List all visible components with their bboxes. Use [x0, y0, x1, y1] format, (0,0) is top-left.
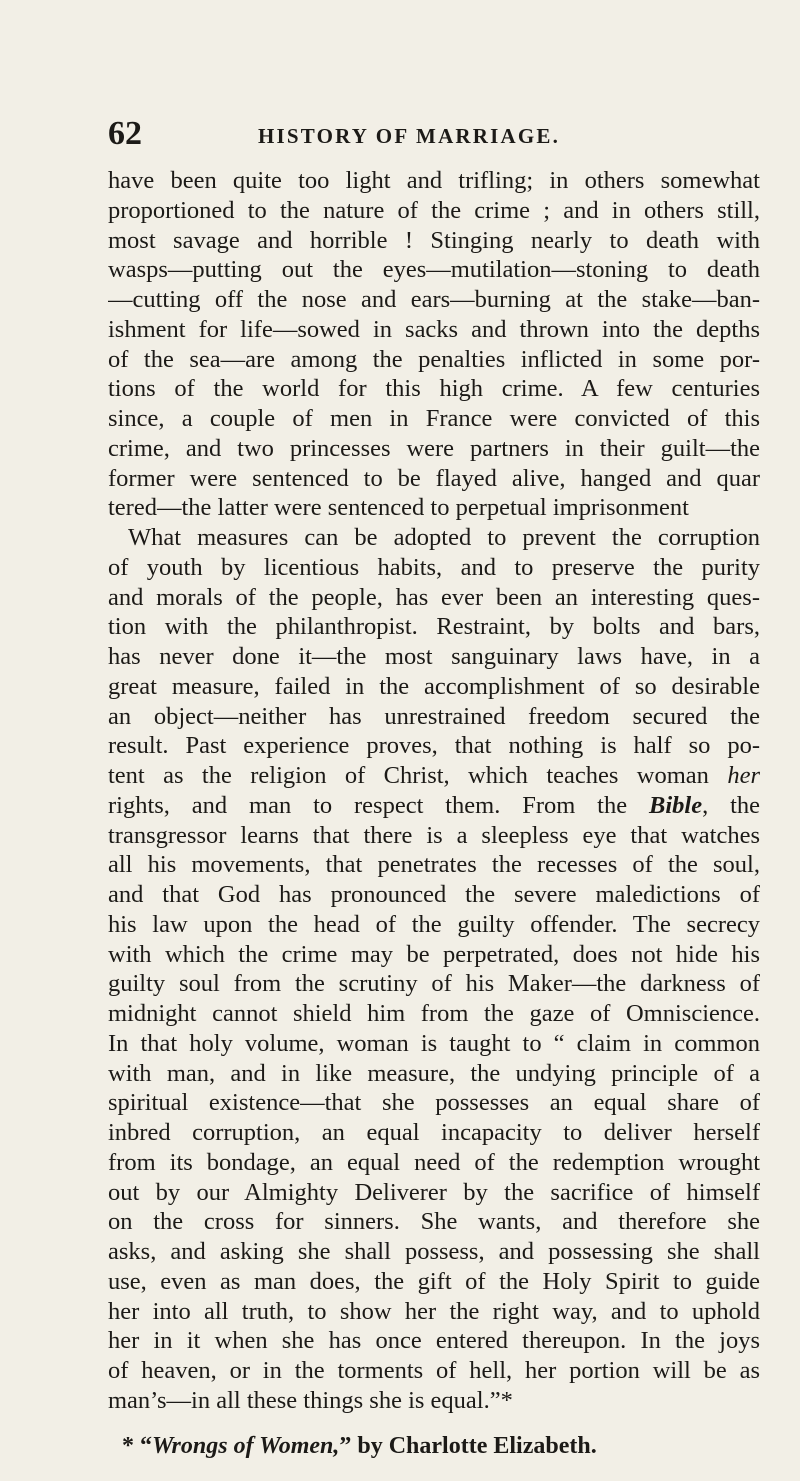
text-line: his law upon the head of the guilty offender. The secrecy	[108, 910, 760, 938]
text-line: tent as the religion of Christ, which teaches woman her	[108, 762, 760, 789]
text-line: of youth by licentious habits, and to preserve the purity	[108, 553, 760, 581]
text-line: —cutting off the nose and ears—burning at the stake—ban-	[108, 286, 760, 313]
text-line: great measure, failed in the accomplishment of so desirable	[108, 672, 760, 700]
text-line: tions of the world for this high crime. A few centuries	[108, 375, 760, 403]
text-line: spiritual existence—that she possesses an equal share of	[108, 1089, 760, 1117]
text-line: with which the crime may be perpetrated, does not hide his	[108, 940, 760, 968]
text-line: her in it when she has once entered thereupon. In the joys	[108, 1327, 760, 1355]
text-line: and morals of the people, has ever been an interesting ques-	[108, 583, 760, 611]
text-line: and that God has pronounced the severe maledictions of	[108, 881, 760, 908]
text-line: all his movements, that penetrates the recesses of the soul,	[108, 851, 760, 879]
text-line: with man, and in like measure, the undying principle of a	[108, 1059, 760, 1087]
text-line: have been quite too light and trifling; in others somewhat	[108, 167, 760, 194]
text-line: an object—neither has unrestrained freedom secured the	[108, 702, 760, 730]
text-line: guilty soul from the scrutiny of his Maker—the darkness of	[108, 970, 760, 998]
footnote-title: Wrongs of Women,	[152, 1433, 340, 1459]
text-line: midnight cannot shield him from the gaze of Omniscience.	[108, 1000, 760, 1027]
text-line: since, a couple of men in France were convicted of this	[108, 405, 760, 432]
text-line: proportioned to the nature of the crime ; and in others still,	[108, 196, 760, 224]
text-line: rights, and man to respect them. From the Bible, the	[108, 791, 760, 819]
text-line: transgressor learns that there is a sleepless eye that watches	[108, 821, 760, 849]
text-line: ishment for life—sowed in sacks and thrown into the depths	[108, 315, 760, 343]
text-line: from its bondage, an equal need of the redemption wrought	[108, 1148, 760, 1176]
text-line: man’s—in all these things she is equal.”*	[108, 1386, 513, 1414]
text-line: on the cross for sinners. She wants, and therefore she	[108, 1208, 760, 1236]
text-line: tion with the philanthropist. Restraint, by bolts and bars,	[108, 613, 760, 641]
text-line: crime, and two princesses were partners in their guilt—the	[108, 434, 760, 462]
text-line: What measures can be adopted to prevent the corruption	[128, 524, 760, 551]
text-line: her into all truth, to show her the right way, and to uphold	[108, 1297, 760, 1325]
footnote	[122, 1431, 597, 1461]
text-line: wasps—putting out the eyes—mutilation—stoning to death	[108, 256, 760, 284]
text-line: use, even as man does, the gift of the Holy Spirit to guide	[108, 1267, 760, 1295]
text-line: out by our Almighty Deliverer by the sacrifice of himself	[108, 1178, 760, 1206]
body-text	[108, 166, 760, 1416]
footnote-marker: * “	[122, 1433, 152, 1459]
text-line: tered—the latter were sentenced to perpetual imprisonment	[108, 494, 689, 522]
page-header	[108, 114, 748, 154]
text-line: of the sea—are among the penalties inflicted in some por-	[108, 345, 760, 373]
text-line: has never done it—the most sanguinary laws have, in a	[108, 643, 760, 670]
text-line: former were sentenced to be flayed alive, hanged and quar	[108, 464, 760, 492]
footnote-attribution: ” by Charlotte Elizabeth.	[339, 1433, 597, 1459]
text-line: most savage and horrible ! Stinging nearly to death with	[108, 226, 760, 254]
page-number: 62	[108, 115, 142, 152]
text-line: asks, and asking she shall possess, and possessing she shall	[108, 1238, 760, 1265]
text-line: of heaven, or in the torments of hell, her portion will be as	[108, 1357, 760, 1384]
text-line: inbred corruption, an equal incapacity to deliver herself	[108, 1119, 760, 1146]
text-line: result. Past experience proves, that nothing is half so po-	[108, 732, 760, 760]
text-line: In that holy volume, woman is taught to “ claim in common	[108, 1029, 760, 1057]
running-head: HISTORY OF MARRIAGE.	[258, 124, 561, 148]
